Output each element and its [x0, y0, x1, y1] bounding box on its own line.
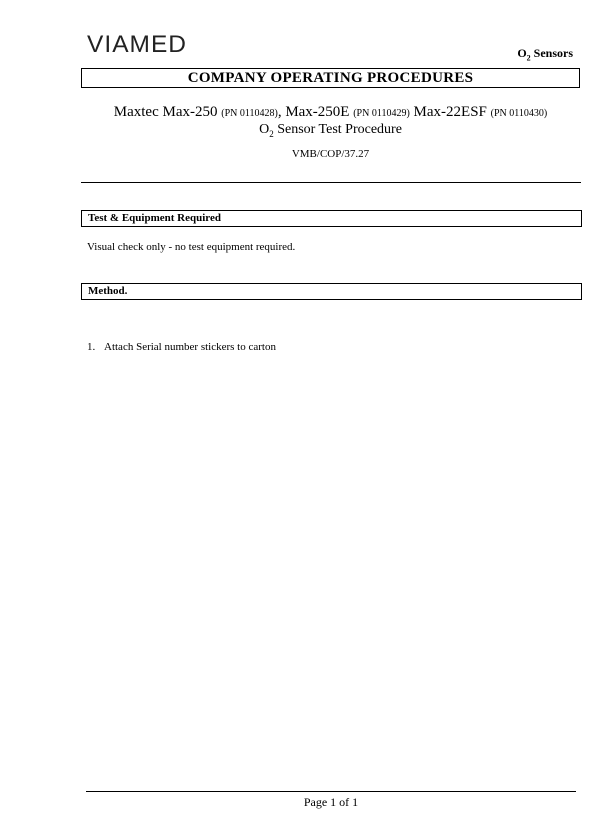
document-category: [517, 46, 573, 62]
product-line: [81, 103, 580, 123]
equipment-section-heading: Test & Equipment Required: [81, 210, 582, 227]
product-1-name: Maxtec Max-250: [113, 104, 222, 120]
page-number: Page 1 of 1: [303, 795, 359, 809]
subtitle-suffix: Sensor Test Procedure: [273, 122, 402, 137]
page-title: COMPANY OPERATING PROCEDURES: [81, 68, 580, 88]
product-3-name: Max-22ESF: [413, 104, 491, 120]
subtitle-subscript: 2: [269, 128, 274, 139]
header-divider: [81, 182, 581, 183]
step-number: 1.: [87, 341, 96, 353]
separator-1: ,: [277, 104, 286, 120]
product-2-part-number: (PN 0110429): [353, 108, 410, 119]
footer-divider: [86, 791, 576, 792]
procedure-subtitle: [81, 121, 580, 143]
product-3-part-number: (PN 0110430): [490, 108, 548, 119]
list-item: [87, 341, 276, 353]
method-section-heading: Method.: [81, 283, 582, 300]
viamed-logo: VIAMED: [87, 31, 187, 58]
category-prefix: O: [517, 46, 527, 60]
category-suffix: Sensors: [530, 46, 573, 60]
step-text: Attach Serial number stickers to carton: [104, 341, 276, 353]
equipment-text: Visual check only - no test equipment required.: [87, 241, 296, 253]
product-1-part-number: (PN 0110428): [221, 108, 278, 119]
product-2-name: Max-250E: [285, 104, 354, 120]
document-reference: VMB/COP/37.27: [291, 148, 370, 160]
category-subscript: 2: [526, 53, 531, 63]
subtitle-prefix: O: [259, 122, 270, 137]
